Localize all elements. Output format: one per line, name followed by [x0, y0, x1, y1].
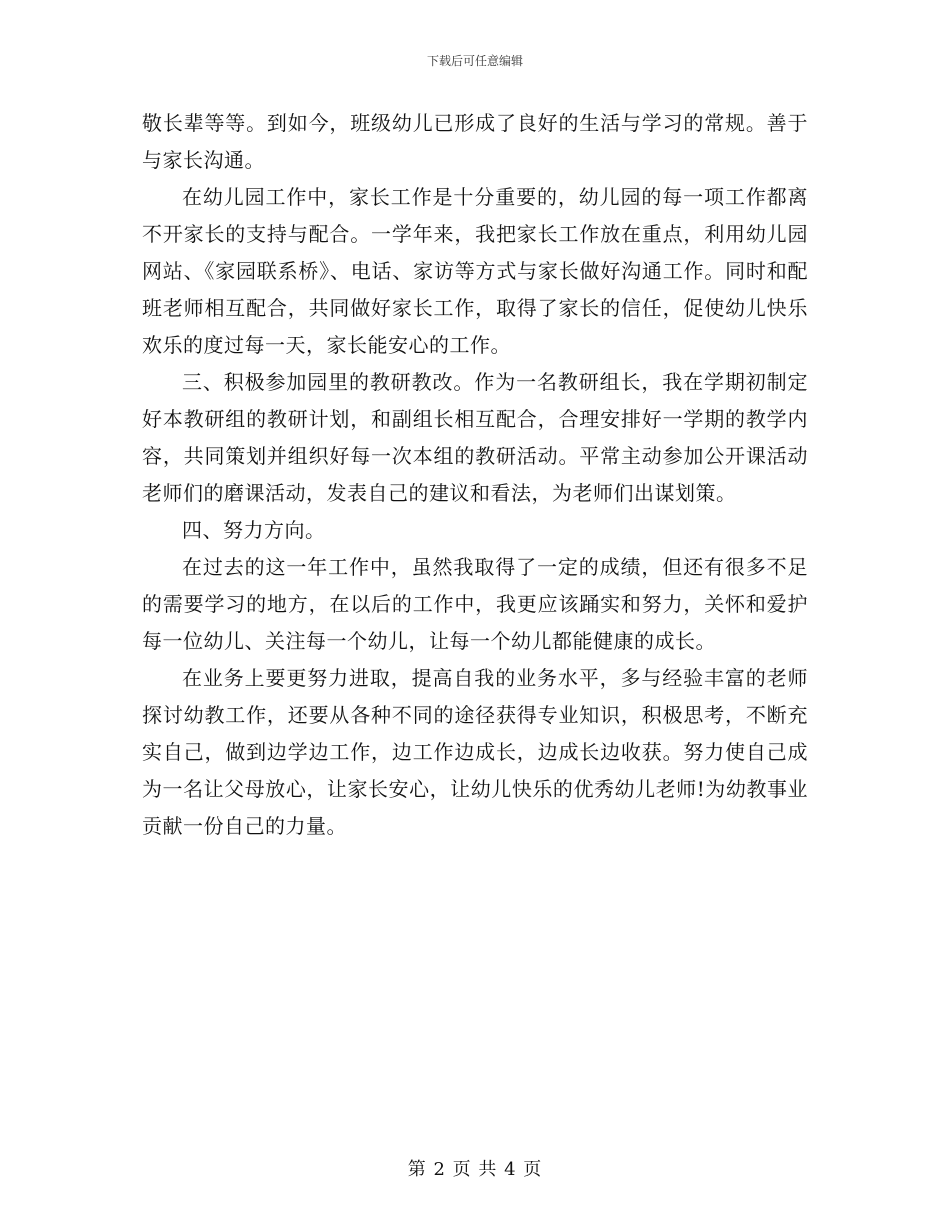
- paragraph-3: 三、积极参加园里的教研教改。作为一名教研组长，我在学期初制定好本教研组的教研计划，和副组长相互配合，合理安排好一学期的教学内容，共同策划并组织好每一次本组的教研活动。平常主动参加公开课活动老师们的磨课活动，发表自己的建议和看法，为老师们出谋划策。: [142, 370, 808, 505]
- paragraph-6: 在业务上要更努力进取，提高自我的业务水平，多与经验丰富的老师探讨幼教工作，还要从各种不同的途径获得专业知识，积极思考，不断充实自己，做到边学边工作，边工作边成长，边成长边收获。努力使自己成为一名让父母放心，让家长安心，让幼儿快乐的优秀幼儿老师!为幼教事业贡献一份自己的力量。: [142, 666, 808, 838]
- paragraph-5: 在过去的这一年工作中，虽然我取得了一定的成绩，但还有很多不足的需要学习的地方，在以后的工作中，我更应该踊实和努力，关怀和爱护每一位幼儿、关注每一个幼儿，让每一个幼儿都能健康的成长。: [142, 555, 808, 653]
- page-number-footer: 第 2 页 共 4 页: [407, 1159, 543, 1180]
- header-note: 下载后可任意编辑: [426, 54, 523, 68]
- paragraph-1: 敬长辈等等。到如今，班级幼儿已形成了良好的生活与学习的常规。善于与家长沟通。: [142, 111, 808, 172]
- section-heading-4: 四、努力方向。: [182, 518, 326, 542]
- document-body: [142, 105, 808, 845]
- paragraph-2: 在幼儿园工作中，家长工作是十分重要的，幼儿园的每一项工作都离不开家长的支持与配合。一学年来，我把家长工作放在重点，利用幼儿园网站、《家园联系桥》、电话、家访等方式与家长做好沟通工作。同时和配班老师相互配合，共同做好家长工作，取得了家长的信任，促使幼儿快乐欢乐的度过每一天，家长能安心的工作。: [142, 185, 808, 357]
